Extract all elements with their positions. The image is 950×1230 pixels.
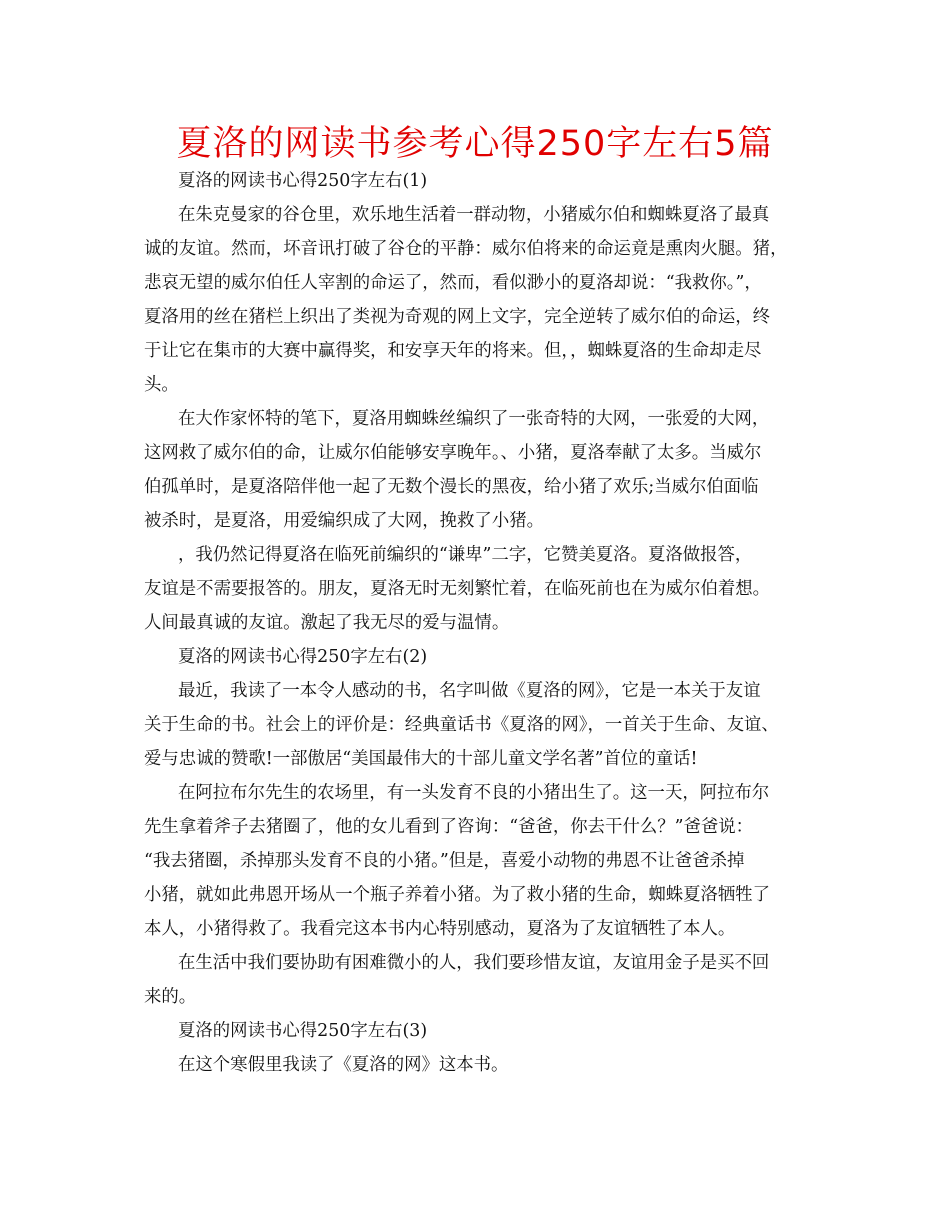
- text-line: 被杀时，是夏洛，用爱编织成了大网，挽救了小猪。: [144, 511, 544, 531]
- text-line: 于让它在集市的大赛中赢得奖，和安享天年的将来。但，，蜘蛛夏洛的生命却走尽: [144, 341, 762, 361]
- document-title: 夏洛的网读书参考心得250字左右5篇: [176, 124, 774, 164]
- text-line: 小猪，就如此弗恩开场从一个瓶子养着小猪。为了救小猪的生命，蜘蛛夏洛牺牲了: [144, 885, 771, 905]
- text-line: 夏洛用的丝在猪栏上织出了类视为奇观的网上文字，完全逆转了威尔伯的命运，终: [144, 307, 771, 327]
- text-line: 先生拿着斧子去猪圈了，他的女儿看到了咨询：“爸爸，你去干什么？”爸爸说：: [144, 817, 754, 837]
- text-line: “我去猪圈，杀掉那头发育不良的小猪。”但是，喜爱小动物的弗恩不让爸爸杀掉: [144, 851, 745, 871]
- text-line: ，我仍然记得夏洛在临死前编织的“谦卑”二字，它赞美夏洛。夏洛做报答，: [178, 545, 753, 565]
- text-line: 头。: [144, 375, 179, 395]
- text-line: 最近，我读了一本令人感动的书，名字叫做《夏洛的网》，它是一本关于友谊: [178, 681, 761, 701]
- text-line: 关于生命的书。社会上的评价是：经典童话书《夏洛的网》，一首关于生命、友谊、: [144, 715, 779, 735]
- document-body: [144, 164, 814, 1082]
- text-line: 本人，小猪得救了。我看完这本书内心特别感动，夏洛为了友谊牺牲了本人。: [144, 919, 736, 939]
- text-line: 伯孤单时，是夏洛陪伴他一起了无数个漫长的黑夜，给小猪了欢乐;当威尔伯面临: [144, 477, 759, 497]
- text-line: 悲哀无望的威尔伯任人宰割的命运了，然而，看似渺小的夏洛却说：“我救你。”，: [144, 273, 762, 293]
- text-line: 夏洛的网读书心得250字左右(2): [178, 647, 428, 667]
- text-line: 在这个寒假里我读了《夏洛的网》这本书。: [178, 1055, 509, 1075]
- text-line: 夏洛的网读书心得250字左右(1): [178, 171, 428, 191]
- text-line: 诚的友谊。然而，坏音讯打破了谷仓的平静：威尔伯将来的命运竟是熏肉火腿。猪，: [144, 239, 788, 259]
- text-line: 在阿拉布尔先生的农场里，有一头发育不良的小猪出生了。这一天，阿拉布尔: [178, 783, 770, 803]
- text-line: 在朱克曼家的谷仓里，欢乐地生活着一群动物，小猪威尔伯和蜘蛛夏洛了最真: [178, 205, 770, 225]
- text-line: 友谊是不需要报答的。朋友，夏洛无时无刻繁忙着，在临死前也在为威尔伯着想。: [144, 579, 771, 599]
- text-line: 这网救了威尔伯的命，让威尔伯能够安享晚年。、小猪，夏洛奉献了太多。当威尔: [144, 443, 762, 463]
- text-line: 来的。: [144, 987, 197, 1007]
- text-line: 在生活中我们要协助有困难微小的人，我们要珍惜友谊，友谊用金子是买不回: [178, 953, 770, 973]
- text-line: 夏洛的网读书心得250字左右(3): [178, 1021, 428, 1041]
- text-line: 在大作家怀特的笔下，夏洛用蜘蛛丝编织了一张奇特的大网，一张爱的大网，: [178, 409, 770, 429]
- text-line: 爱与忠诚的赞歌!一部傲居“美国最伟大的十部儿童文学名著”首位的童话!: [144, 749, 698, 769]
- text-line: 人间最真诚的友谊。激起了我无尽的爱与温情。: [144, 613, 510, 633]
